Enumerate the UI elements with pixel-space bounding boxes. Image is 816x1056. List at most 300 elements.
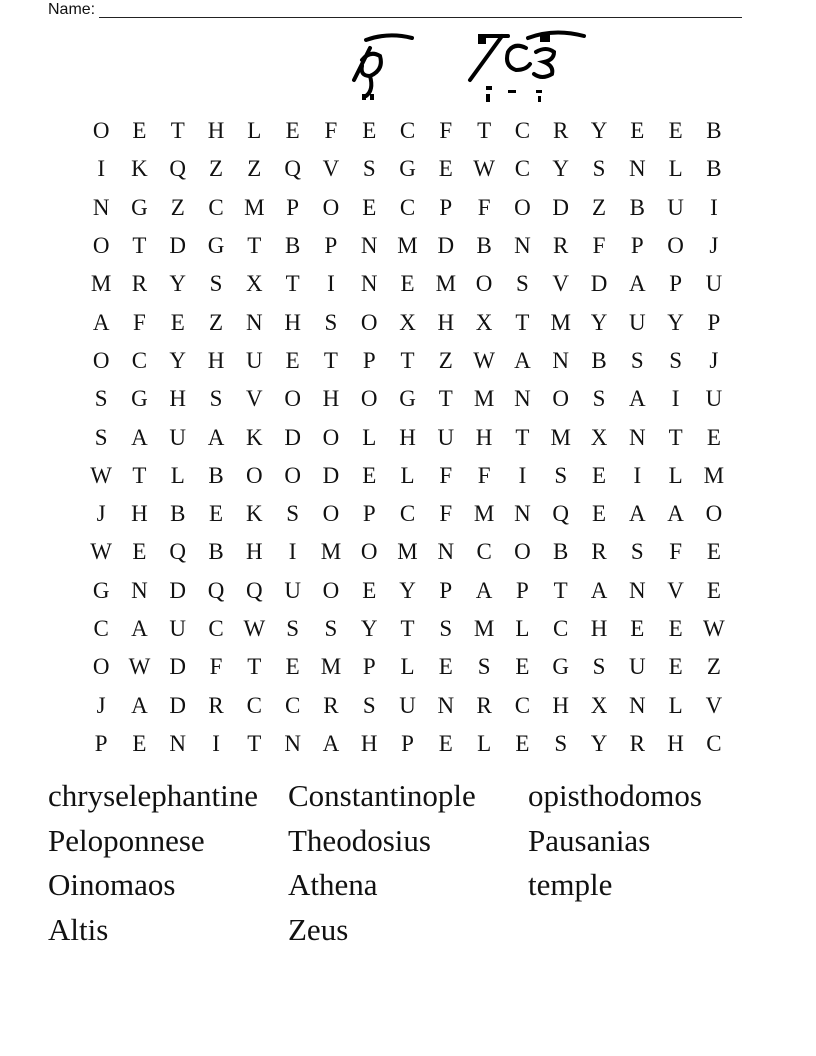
grid-letter: G: [399, 386, 416, 412]
grid-letter: E: [438, 156, 453, 182]
grid-letter: C: [131, 347, 148, 373]
grid-letter: U: [628, 309, 646, 335]
grid-letter: I: [212, 730, 220, 756]
grid-letter: Z: [438, 347, 453, 373]
grid-letter: H: [399, 424, 416, 450]
grid-letter: P: [362, 654, 376, 680]
grid-letter: A: [628, 386, 646, 412]
grid-letter: A: [92, 309, 110, 335]
grid-letter: J: [709, 347, 719, 373]
grid-letter: N: [246, 309, 263, 335]
grid-letter: T: [438, 386, 453, 412]
grid-letter: M: [473, 616, 495, 641]
grid-letter: N: [514, 501, 531, 527]
grid-letter: S: [324, 616, 338, 641]
grid-letter: S: [286, 501, 300, 527]
grid-letter: O: [322, 577, 340, 603]
grid-letter: D: [169, 577, 187, 603]
grid-letter: V: [705, 692, 723, 718]
grid-letter: B: [208, 539, 224, 565]
grid-letter: O: [284, 462, 301, 488]
grid-letter: N: [628, 156, 646, 182]
grid-letter: E: [362, 118, 377, 144]
grid-letter: A: [628, 501, 646, 527]
grid-letter: F: [669, 539, 682, 565]
grid-letter: Y: [169, 271, 187, 297]
grid-letter: C: [706, 730, 722, 756]
grid-letter: H: [667, 730, 684, 756]
grid-letter: R: [553, 233, 569, 259]
grid-letter: E: [285, 347, 300, 373]
grid-letter: E: [706, 577, 721, 603]
grid-letter: B: [591, 347, 607, 373]
grid-letter: N: [360, 271, 378, 297]
grid-letter: R: [476, 692, 492, 718]
grid-letter: B: [706, 156, 722, 182]
grid-letter: I: [288, 539, 297, 565]
grid-letter: E: [515, 654, 530, 680]
grid-letter: T: [553, 577, 568, 603]
grid-letter: O: [322, 194, 340, 220]
grid-letter: L: [400, 654, 415, 680]
grid-letter: V: [246, 386, 263, 412]
grid-letter: O: [246, 462, 263, 488]
grid-letter: C: [399, 501, 416, 527]
grid-letter: F: [133, 309, 146, 335]
grid-letter: P: [401, 730, 414, 756]
grid-letter: D: [322, 462, 340, 488]
grid-letter: G: [131, 194, 148, 220]
grid-letter: J: [709, 233, 719, 259]
grid-letter: S: [630, 539, 644, 565]
grid-letter: E: [591, 501, 607, 527]
grid-letter: O: [322, 424, 340, 450]
grid-letter: W: [703, 616, 725, 641]
grid-letter: F: [324, 118, 338, 144]
grid-letter: O: [360, 386, 378, 412]
name-field[interactable]: [48, 0, 742, 18]
grid-letter: I: [327, 271, 335, 297]
grid-letter: H: [246, 539, 263, 565]
grid-letter: P: [324, 233, 338, 259]
grid-letter: A: [590, 577, 608, 603]
grid-letter: F: [439, 118, 453, 144]
grid-letter: S: [362, 156, 376, 182]
grid-letter: O: [514, 194, 531, 220]
grid-letter: C: [514, 692, 531, 718]
grid-letter: J: [96, 692, 106, 718]
grid-letter: B: [629, 194, 645, 220]
grid-letter: F: [477, 194, 491, 220]
grid-letter: M: [473, 386, 495, 412]
grid-letter: S: [630, 347, 644, 373]
word-bank-item: Athena: [288, 867, 378, 903]
grid-letter: Y: [360, 616, 378, 641]
grid-letter: G: [207, 233, 225, 259]
grid-letter: W: [473, 347, 495, 373]
grid-letter: U: [705, 386, 723, 412]
grid-letter: U: [169, 616, 187, 641]
grid-letter: C: [208, 616, 224, 641]
grid-letter: D: [169, 692, 187, 718]
grid-letter: A: [207, 424, 225, 450]
grid-letter: O: [475, 271, 493, 297]
grid-letter: P: [439, 577, 453, 603]
grid-letter: Q: [284, 156, 301, 182]
grid-letter: L: [362, 424, 377, 450]
grid-letter: K: [246, 501, 263, 527]
grid-letter: E: [706, 539, 721, 565]
grid-letter: O: [92, 118, 110, 144]
grid-letter: I: [710, 194, 718, 220]
grid-letter: I: [518, 462, 527, 488]
grid-letter: I: [97, 156, 105, 182]
grid-letter: L: [170, 462, 185, 488]
grid-letter: Z: [591, 194, 607, 220]
grid-letter: T: [247, 654, 262, 680]
grid-letter: N: [92, 194, 110, 220]
grid-letter: B: [170, 501, 186, 527]
grid-letter: B: [284, 233, 301, 259]
grid-letter: D: [552, 194, 570, 220]
grid-letter: R: [323, 692, 339, 718]
grid-letter: T: [515, 424, 530, 450]
word-bank-item: opisthodomos: [528, 778, 702, 813]
grid-letter: Z: [706, 654, 721, 680]
grid-letter: F: [592, 233, 606, 259]
grid-letter: D: [169, 654, 187, 680]
grid-letter: Q: [169, 539, 187, 565]
grid-letter: O: [284, 386, 301, 412]
grid-letter: N: [628, 424, 646, 450]
grid-letter: X: [475, 309, 493, 335]
grid-letter: B: [208, 462, 224, 488]
grid-letter: B: [706, 118, 722, 144]
grid-letter: H: [590, 616, 608, 641]
grid-letter: Z: [170, 194, 185, 220]
grid-letter: M: [397, 233, 418, 259]
grid-letter: C: [93, 616, 109, 641]
grid-letter: U: [705, 271, 723, 297]
grid-letter: N: [437, 692, 455, 718]
grid-letter: S: [592, 156, 606, 182]
grid-letter: V: [322, 156, 340, 182]
grid-letter: N: [628, 692, 646, 718]
grid-letter: R: [591, 539, 607, 565]
grid-letter: L: [477, 730, 492, 756]
grid-letter: A: [667, 501, 684, 527]
grid-letter: S: [669, 347, 682, 373]
grid-letter: T: [247, 730, 262, 756]
grid-letter: S: [592, 386, 606, 412]
garbled-title-graphic: [340, 30, 600, 106]
grid-letter: L: [400, 462, 415, 488]
grid-letter: H: [284, 309, 301, 335]
grid-letter: O: [92, 233, 110, 259]
word-bank-item: Constantinople: [288, 778, 476, 813]
grid-letter: Y: [590, 730, 608, 756]
grid-letter: E: [209, 501, 224, 527]
grid-letter: W: [90, 462, 112, 488]
grid-letter: S: [362, 692, 376, 718]
grid-letter: Y: [169, 347, 187, 373]
grid-letter: G: [92, 577, 110, 603]
grid-letter: O: [514, 539, 531, 565]
grid-letter: M: [320, 539, 342, 565]
grid-letter: E: [362, 194, 377, 220]
grid-letter: E: [438, 654, 453, 680]
grid-letter: P: [362, 347, 376, 373]
grid-letter: O: [705, 501, 723, 527]
grid-letter: A: [475, 577, 493, 603]
grid-letter: A: [628, 271, 646, 297]
word-bank-item: chryselephantine: [48, 778, 259, 813]
grid-letter: Q: [207, 577, 225, 603]
grid-letter: E: [285, 654, 300, 680]
grid-letter: F: [439, 462, 453, 488]
grid-letter: Q: [169, 156, 187, 182]
grid-letter: S: [94, 424, 108, 450]
grid-letter: S: [516, 271, 529, 297]
grid-letter: S: [439, 616, 453, 641]
grid-letter: S: [209, 271, 223, 297]
grid-letter: C: [399, 118, 416, 144]
grid-letter: W: [128, 654, 151, 680]
grid-letter: S: [554, 730, 568, 756]
grid-letter: Y: [552, 156, 570, 182]
grid-letter: T: [400, 347, 415, 373]
grid-letter: M: [90, 271, 112, 297]
grid-letter: T: [247, 233, 262, 259]
grid-letter: E: [591, 462, 607, 488]
grid-letter: F: [209, 654, 223, 680]
grid-letter: O: [552, 386, 570, 412]
grid-letter: L: [668, 156, 683, 182]
grid-letter: T: [477, 118, 492, 144]
grid-letter: U: [628, 654, 646, 680]
grid-letter: N: [628, 577, 646, 603]
grid-letter: E: [515, 730, 530, 756]
grid-letter: O: [667, 233, 684, 259]
grid-letter: N: [360, 233, 378, 259]
grid-letter: H: [169, 386, 187, 412]
grid-letter: T: [668, 424, 683, 450]
grid-letter: S: [592, 654, 606, 680]
grid-letter: K: [246, 424, 263, 450]
grid-letter: Z: [247, 156, 262, 182]
grid-letter: P: [439, 194, 453, 220]
grid-letter: T: [515, 309, 530, 335]
grid-letter: R: [629, 730, 645, 756]
grid-letter: M: [473, 501, 495, 527]
grid-letter: C: [553, 616, 569, 641]
grid-letter: S: [324, 309, 338, 335]
grid-letter: R: [208, 692, 224, 718]
grid-letter: E: [362, 462, 377, 488]
grid-letter: I: [633, 462, 642, 488]
grid-letter: X: [590, 424, 608, 450]
grid-letter: S: [554, 462, 568, 488]
grid-letter: O: [92, 654, 110, 680]
grid-letter: O: [360, 309, 378, 335]
grid-letter: Q: [552, 501, 570, 527]
grid-letter: W: [473, 156, 495, 182]
word-bank-item: Peloponnese: [48, 822, 205, 858]
grid-letter: Z: [209, 309, 224, 335]
grid-letter: F: [439, 501, 453, 527]
grid-letter: Y: [590, 309, 608, 335]
grid-letter: Y: [667, 309, 684, 335]
grid-letter: V: [552, 271, 570, 297]
grid-letter: T: [132, 462, 147, 488]
grid-letter: A: [131, 424, 148, 450]
grid-letter: N: [514, 386, 531, 412]
grid-letter: E: [170, 309, 185, 335]
grid-letter: H: [437, 309, 455, 335]
grid-letter: U: [246, 347, 263, 373]
grid-letter: M: [550, 424, 571, 450]
grid-letter: P: [286, 194, 300, 220]
grid-letter: P: [669, 271, 682, 297]
grid-letter: T: [170, 118, 185, 144]
grid-letter: S: [286, 616, 300, 641]
grid-letter: G: [131, 386, 148, 412]
grid-letter: M: [320, 654, 342, 680]
grid-letter: H: [207, 347, 225, 373]
grid-letter: L: [247, 118, 262, 144]
grid-letter: E: [668, 616, 683, 641]
grid-letter: P: [630, 233, 644, 259]
grid-letter: C: [476, 539, 492, 565]
grid-letter: C: [284, 692, 301, 718]
grid-letter: Y: [590, 118, 608, 144]
grid-letter: E: [132, 730, 147, 756]
grid-letter: V: [667, 577, 684, 603]
grid-letter: N: [437, 539, 455, 565]
grid-letter: T: [400, 616, 415, 641]
grid-letter: K: [131, 156, 148, 182]
grid-letter: P: [94, 730, 108, 756]
grid-letter: E: [400, 271, 415, 297]
grid-letter: T: [132, 233, 147, 259]
word-search-grid: [82, 112, 734, 763]
word-bank-item: Pausanias: [528, 822, 651, 858]
word-bank-item: Zeus: [288, 912, 349, 948]
grid-letter: X: [246, 271, 263, 297]
grid-letter: R: [131, 271, 148, 297]
grid-letter: H: [322, 386, 340, 412]
word-bank-item: Theodosius: [288, 822, 431, 858]
grid-letter: N: [514, 233, 531, 259]
grid-letter: I: [671, 386, 680, 412]
grid-letter: T: [285, 271, 300, 297]
grid-letter: C: [246, 692, 262, 718]
grid-letter: X: [590, 692, 608, 718]
grid-letter: O: [322, 501, 340, 527]
grid-letter: A: [322, 730, 340, 756]
grid-letter: N: [131, 577, 148, 603]
grid-letter: W: [90, 539, 112, 565]
grid-letter: W: [243, 616, 266, 641]
grid-letter: O: [360, 539, 378, 565]
grid-letter: X: [399, 309, 416, 335]
name-label: Name:: [48, 1, 96, 18]
grid-letter: S: [94, 386, 108, 412]
grid-letter: T: [323, 347, 338, 373]
grid-letter: U: [399, 692, 416, 718]
word-bank: [48, 778, 768, 957]
grid-letter: N: [284, 730, 301, 756]
grid-letter: E: [630, 616, 645, 641]
grid-letter: P: [707, 309, 721, 335]
grid-letter: E: [668, 654, 683, 680]
grid-letter: D: [284, 424, 301, 450]
grid-letter: C: [514, 118, 531, 144]
grid-letter: N: [169, 730, 187, 756]
word-bank-item: Oinomaos: [48, 867, 176, 903]
grid-letter: S: [477, 654, 491, 680]
grid-letter: C: [514, 156, 531, 182]
grid-letter: R: [553, 118, 569, 144]
grid-letter: C: [208, 194, 224, 220]
grid-letter: E: [668, 118, 683, 144]
grid-letter: F: [477, 462, 491, 488]
grid-letter: M: [550, 309, 571, 335]
grid-letter: A: [514, 347, 531, 373]
grid-letter: H: [475, 424, 493, 450]
grid-letter: D: [169, 233, 187, 259]
grid-letter: H: [207, 118, 225, 144]
grid-letter: U: [169, 424, 187, 450]
grid-letter: P: [362, 501, 376, 527]
grid-letter: E: [285, 118, 300, 144]
grid-letter: A: [131, 616, 148, 641]
grid-letter: E: [438, 730, 453, 756]
grid-letter: L: [668, 462, 683, 488]
grid-letter: Q: [246, 577, 263, 603]
grid-letter: E: [362, 577, 377, 603]
name-underline: [99, 3, 742, 18]
grid-letter: A: [131, 692, 148, 718]
word-bank-item: temple: [528, 867, 613, 903]
grid-letter: U: [284, 577, 301, 603]
grid-letter: S: [209, 386, 223, 412]
grid-letter: H: [552, 692, 570, 718]
grid-letter: D: [590, 271, 608, 297]
grid-letter: L: [515, 616, 530, 641]
grid-letter: M: [397, 539, 418, 565]
grid-letter: H: [360, 730, 378, 756]
grid-letter: B: [476, 233, 492, 259]
grid-letter: G: [399, 156, 416, 182]
grid-letter: E: [132, 539, 147, 565]
grid-letter: M: [703, 462, 725, 488]
grid-letter: D: [437, 233, 455, 259]
grid-letter: Y: [399, 577, 416, 603]
grid-letter: M: [435, 271, 457, 297]
grid-letter: E: [132, 118, 147, 144]
grid-letter: G: [552, 654, 570, 680]
grid-letter: E: [706, 424, 721, 450]
grid-letter: U: [437, 424, 455, 450]
grid-letter: M: [244, 194, 265, 220]
grid-letter: Z: [209, 156, 224, 182]
grid-letter: L: [668, 692, 683, 718]
word-bank-item: Altis: [48, 912, 109, 948]
grid-letter: O: [92, 347, 110, 373]
grid-letter: U: [667, 194, 684, 220]
grid-letter: H: [131, 501, 148, 527]
